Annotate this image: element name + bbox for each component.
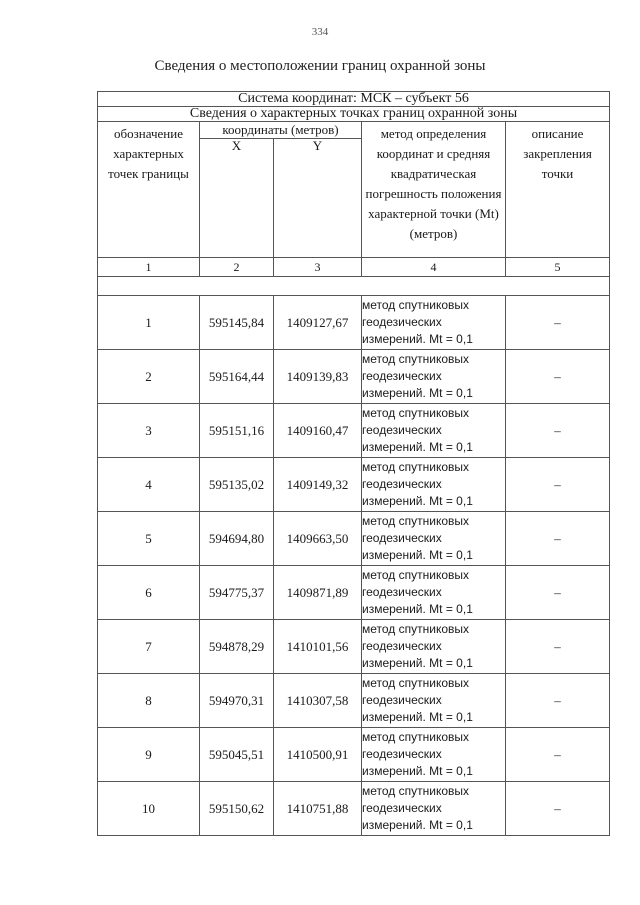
y-coordinate-cell: 1410500,91: [274, 728, 362, 782]
description-cell: –: [506, 350, 610, 404]
document-title: Сведения о местоположении границ охранной зоны: [154, 58, 486, 74]
header-method: метод определения координат и средняя квадратическая погрешность положения характерной точки (Mt) (метров): [362, 122, 506, 258]
header-x: X: [200, 139, 274, 258]
method-cell: метод спутниковых геодезических измерений. Mt = 0,1: [362, 728, 506, 782]
point-cell: 8: [98, 674, 200, 728]
x-coordinate-cell: 595150,62: [200, 782, 274, 836]
x-coordinate-cell: 594970,31: [200, 674, 274, 728]
x-coordinate-cell: 595145,84: [200, 296, 274, 350]
description-cell: –: [506, 782, 610, 836]
spacer-row: [98, 277, 610, 296]
y-coordinate-cell: 1409663,50: [274, 512, 362, 566]
header-y: Y: [274, 139, 362, 258]
table-row: [98, 458, 610, 512]
x-coordinate-cell: 595164,44: [200, 350, 274, 404]
header-coordinates: координаты (метров): [200, 122, 362, 139]
description-cell: –: [506, 404, 610, 458]
point-cell: 5: [98, 512, 200, 566]
spacer-cell: [98, 277, 610, 296]
y-coordinate-cell: 1410101,56: [274, 620, 362, 674]
header-description: описание закрепления точки: [506, 122, 610, 258]
description-cell: –: [506, 566, 610, 620]
method-cell: метод спутниковых геодезических измерений. Mt = 0,1: [362, 782, 506, 836]
method-cell: метод спутниковых геодезических измерений. Mt = 0,1: [362, 458, 506, 512]
y-coordinate-cell: 1410307,58: [274, 674, 362, 728]
boundary-points-table: [97, 91, 610, 836]
y-coordinate-cell: 1409127,67: [274, 296, 362, 350]
point-cell: 7: [98, 620, 200, 674]
y-coordinate-cell: 1410751,88: [274, 782, 362, 836]
column-number: 1: [98, 258, 200, 277]
y-coordinate-cell: 1409871,89: [274, 566, 362, 620]
point-cell: 3: [98, 404, 200, 458]
point-cell: 9: [98, 728, 200, 782]
method-cell: метод спутниковых геодезических измерений. Mt = 0,1: [362, 566, 506, 620]
point-cell: 6: [98, 566, 200, 620]
method-cell: метод спутниковых геодезических измерений. Mt = 0,1: [362, 674, 506, 728]
description-cell: –: [506, 512, 610, 566]
method-cell: метод спутниковых геодезических измерений. Mt = 0,1: [362, 296, 506, 350]
column-number: 5: [506, 258, 610, 277]
x-coordinate-cell: 594694,80: [200, 512, 274, 566]
description-cell: –: [506, 728, 610, 782]
x-coordinate-cell: 595135,02: [200, 458, 274, 512]
y-coordinate-cell: 1409139,83: [274, 350, 362, 404]
column-number-row: [98, 258, 610, 277]
table-row: [98, 404, 610, 458]
table-row: [98, 674, 610, 728]
x-coordinate-cell: 595045,51: [200, 728, 274, 782]
point-cell: 2: [98, 350, 200, 404]
coord-system-caption: Система координат: МСК – субъект 56: [98, 92, 610, 107]
page-number: 334: [311, 26, 329, 38]
table-row: [98, 728, 610, 782]
method-cell: метод спутниковых геодезических измерений. Mt = 0,1: [362, 620, 506, 674]
column-number: 4: [362, 258, 506, 277]
point-cell: 1: [98, 296, 200, 350]
x-coordinate-cell: 594775,37: [200, 566, 274, 620]
method-cell: метод спутниковых геодезических измерений. Mt = 0,1: [362, 404, 506, 458]
table-row: [98, 620, 610, 674]
description-cell: –: [506, 458, 610, 512]
x-coordinate-cell: 595151,16: [200, 404, 274, 458]
table-row: [98, 782, 610, 836]
method-cell: метод спутниковых геодезических измерений. Mt = 0,1: [362, 512, 506, 566]
description-cell: –: [506, 674, 610, 728]
table-body: [98, 296, 610, 836]
column-number: 2: [200, 258, 274, 277]
table-subtitle: Сведения о характерных точках границ охранной зоны: [98, 107, 610, 122]
y-coordinate-cell: 1409160,47: [274, 404, 362, 458]
description-cell: –: [506, 296, 610, 350]
table-row: [98, 296, 610, 350]
column-number: 3: [274, 258, 362, 277]
point-cell: 4: [98, 458, 200, 512]
y-coordinate-cell: 1409149,32: [274, 458, 362, 512]
table-row: [98, 512, 610, 566]
method-cell: метод спутниковых геодезических измерений. Mt = 0,1: [362, 350, 506, 404]
header-point: обозначение характерных точек границы: [98, 122, 200, 258]
description-cell: –: [506, 620, 610, 674]
point-cell: 10: [98, 782, 200, 836]
table-row: [98, 566, 610, 620]
x-coordinate-cell: 594878,29: [200, 620, 274, 674]
table-row: [98, 350, 610, 404]
